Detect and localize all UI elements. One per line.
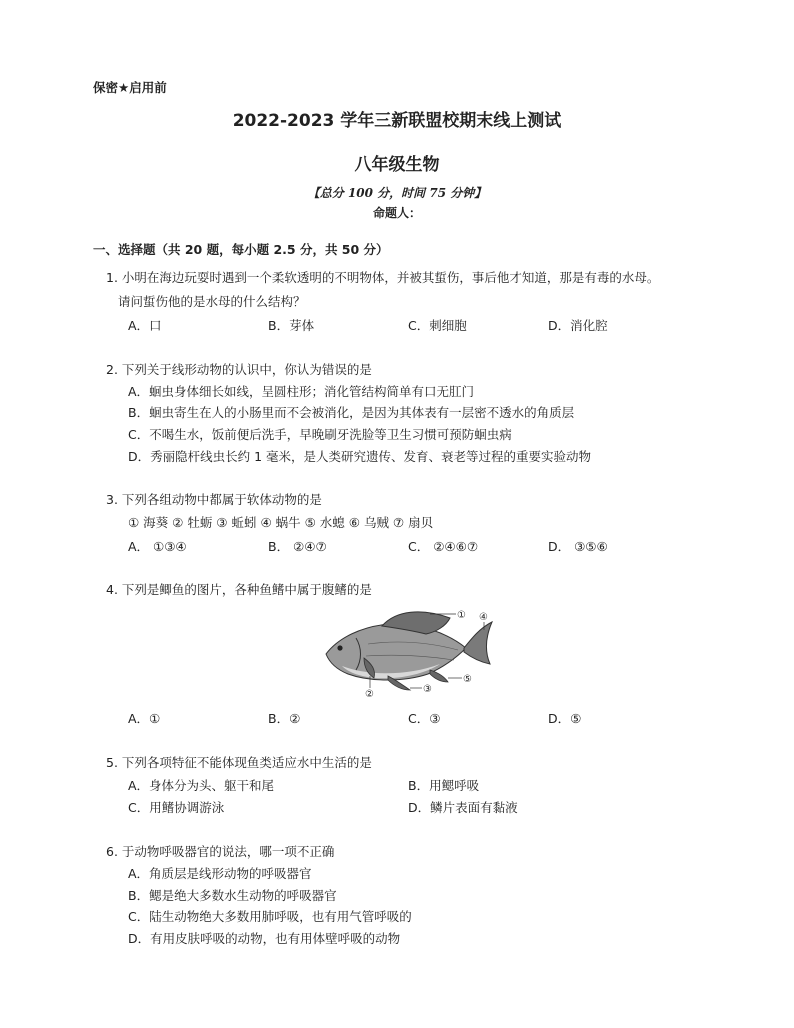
question-1-option-a[interactable]: A．口 [128, 318, 162, 333]
fish-label-3: ③ [423, 684, 432, 695]
question-2-option-a[interactable]: A．蛔虫身体细长如线，呈圆柱形；消化管结构简单有口无肛门 [128, 384, 475, 399]
question-1-option-d[interactable]: D．消化腔 [548, 318, 608, 333]
question-4-option-a[interactable]: A．① [128, 711, 161, 726]
section-title: 一、选择题（共 20 题，每小题 2.5 分，共 50 分） [93, 242, 389, 257]
secret-label: 保密★启用前 [93, 80, 167, 95]
question-4-option-b[interactable]: B．② [268, 711, 301, 726]
score-info: 【总分 100 分，时间 75 分钟】 [307, 186, 487, 200]
question-5-stem: 5. 下列各项特征不能体现鱼类适应水中生活的是 [106, 755, 372, 770]
question-5-option-d[interactable]: D．鳞片表面有黏液 [408, 800, 518, 815]
fish-label-4: ④ [479, 612, 488, 623]
question-5-option-c[interactable]: C．用鳍协调游泳 [128, 800, 225, 815]
fish-label-2: ② [365, 689, 374, 698]
question-2-option-d[interactable]: D．秀丽隐杆线虫长约 1 毫米，是人类研究遗传、发育、衰老等过程的重要实验动物 [128, 449, 592, 464]
question-6-option-d[interactable]: D．有用皮肤呼吸的动物，也有用体壁呼吸的动物 [128, 931, 401, 946]
question-3-option-c[interactable]: C． ②④⑥⑦ [408, 539, 479, 554]
question-1-option-c[interactable]: C．刺细胞 [408, 318, 467, 333]
question-4-stem: 4. 下列是鲫鱼的图片，各种鱼鳍中属于腹鳍的是 [106, 582, 372, 597]
exam-title: 2022-2023 学年三新联盟校期末线上测试 [232, 111, 562, 131]
crucian-carp-figure [318, 604, 498, 698]
question-6-stem: 6. 于动物呼吸器官的说法，哪一项不正确 [106, 844, 335, 859]
question-3-option-b[interactable]: B． ②④⑦ [268, 539, 327, 554]
exam-subject: 八年级生物 [354, 155, 440, 175]
author-label: 命题人： [372, 206, 421, 220]
question-2-option-c[interactable]: C．不喝生水，饭前便后洗手，早晚刷牙洗脸等卫生习惯可预防蛔虫病 [128, 427, 512, 442]
question-5-option-b[interactable]: B．用鳃呼吸 [408, 778, 480, 793]
fish-label-1: ① [457, 610, 466, 621]
question-3-stem: 3. 下列各组动物中都属于软体动物的是 [106, 492, 322, 507]
question-1-stem: 1. 小明在海边玩耍时遇到一个柔软透明的不明物体，并被其蜇伤，事后他才知道，那是有毒的水母。 [106, 270, 660, 285]
question-3-option-a[interactable]: A． ①③④ [128, 539, 187, 554]
question-1-option-b[interactable]: B．芽体 [268, 318, 315, 333]
question-6-option-a[interactable]: A．角质层是线形动物的呼吸器官 [128, 866, 312, 881]
question-1-stem-cont: 请问蜇伤他的是水母的什么结构？ [118, 294, 306, 309]
question-5-option-a[interactable]: A．身体分为头、躯干和尾 [128, 778, 275, 793]
question-4-option-d[interactable]: D．⑤ [548, 711, 582, 726]
question-3-items: ① 海葵 ② 牡蛎 ③ 蚯蚓 ④ 蜗牛 ⑤ 水螅 ⑥ 乌贼 ⑦ 扇贝 [128, 515, 434, 530]
question-2-stem: 2. 下列关于线形动物的认识中，你认为错误的是 [106, 362, 372, 377]
question-6-option-c[interactable]: C．陆生动物绝大多数用肺呼吸，也有用气管呼吸的 [128, 909, 412, 924]
question-2-option-b[interactable]: B．蛔虫寄生在人的小肠里而不会被消化，是因为其体表有一层密不透水的角质层 [128, 405, 575, 420]
question-4-option-c[interactable]: C．③ [408, 711, 441, 726]
question-3-option-d[interactable]: D． ③⑤⑥ [548, 539, 608, 554]
question-6-option-b[interactable]: B．鳃是绝大多数水生动物的呼吸器官 [128, 888, 337, 903]
fish-label-5: ⑤ [463, 674, 472, 685]
